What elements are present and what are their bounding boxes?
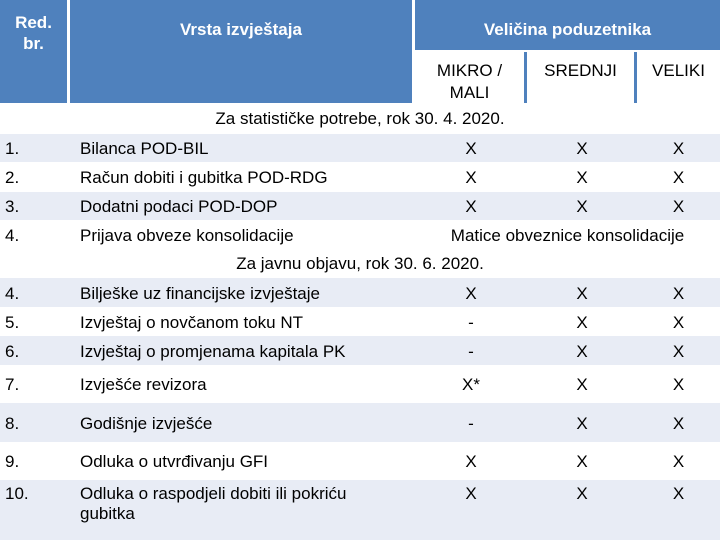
row-report-name: Dodatni podaci POD-DOP	[80, 197, 278, 216]
header-company-size: Veličina poduzetnika	[415, 0, 720, 50]
row-report-name: Izvješće revizora	[80, 375, 207, 394]
row-cell-srednji: X	[576, 414, 588, 433]
row-number: 9.	[5, 452, 20, 471]
row-span-note: Matice obveznice konsolidacije	[450, 226, 685, 245]
row-cell-srednji: X	[576, 484, 588, 503]
row-cell-mikro: X*	[462, 375, 480, 394]
row-report-name: Izvještaj o novčanom toku NT	[80, 313, 303, 332]
row-cell-srednji: X	[576, 452, 588, 471]
row-number: 8.	[5, 414, 20, 433]
header-col-srednji: SREDNJI	[527, 52, 637, 103]
row-report-name: Bilanca POD-BIL	[80, 139, 209, 158]
header-no: Red. br.	[0, 0, 70, 103]
row-cell-veliki: X	[672, 313, 685, 332]
row-report-name: Odluka o raspodjeli dobiti ili pokriću gubitka	[80, 484, 347, 523]
row-cell-mikro: X	[465, 139, 477, 158]
row-cell-srednji: X	[576, 168, 588, 187]
row-cell-veliki: X	[672, 414, 685, 433]
row-cell-veliki: X	[672, 139, 685, 158]
header-col-veliki: VELIKI	[637, 52, 720, 103]
row-cell-veliki: X	[672, 484, 685, 503]
section-public: Za javnu objavu, rok 30. 6. 2020.	[236, 254, 484, 273]
row-number: 2.	[5, 168, 20, 187]
row-cell-srednji: X	[576, 197, 588, 216]
row-number: 5.	[5, 313, 20, 332]
row-cell-srednji: X	[576, 284, 588, 303]
section-statistical: Za statističke potrebe, rok 30. 4. 2020.	[215, 109, 505, 128]
row-cell-mikro: -	[468, 414, 474, 433]
row-cell-mikro: -	[468, 342, 474, 361]
row-report-name: Odluka o utvrđivanju GFI	[80, 452, 269, 471]
row-cell-veliki: X	[672, 375, 685, 394]
row-report-name: Godišnje izvješće	[80, 414, 213, 433]
header-report-type: Vrsta izvještaja	[70, 0, 415, 103]
row-report-name: Izvještaj o promjenama kapitala PK	[80, 342, 346, 361]
row-cell-veliki: X	[672, 168, 685, 187]
row-cell-srednji: X	[576, 342, 588, 361]
row-cell-veliki: X	[672, 197, 685, 216]
row-report-name: Račun dobiti i gubitka POD-RDG	[80, 168, 328, 187]
row-number: 10.	[5, 484, 29, 503]
row-cell-veliki: X	[672, 284, 685, 303]
row-report-name: Prijava obveze konsolidacije	[80, 226, 294, 245]
row-number: 4.	[5, 226, 20, 245]
row-cell-mikro: X	[465, 452, 477, 471]
row-cell-veliki: X	[672, 452, 685, 471]
row-number: 6.	[5, 342, 20, 361]
row-number: 4.	[5, 284, 20, 303]
row-number: 3.	[5, 197, 20, 216]
row-cell-srednji: X	[576, 375, 588, 394]
row-cell-mikro: -	[468, 313, 474, 332]
row-cell-mikro: X	[465, 284, 477, 303]
row-cell-mikro: X	[465, 197, 477, 216]
row-cell-srednji: X	[576, 139, 588, 158]
row-number: 7.	[5, 375, 20, 394]
header-col-mikro: MIKRO / MALI	[415, 52, 527, 103]
row-cell-veliki: X	[672, 342, 685, 361]
row-number: 1.	[5, 139, 20, 158]
row-cell-srednji: X	[576, 313, 588, 332]
row-report-name: Bilješke uz financijske izvještaje	[80, 284, 320, 303]
row-cell-mikro: X	[465, 168, 477, 187]
row-cell-mikro: X	[465, 484, 477, 503]
